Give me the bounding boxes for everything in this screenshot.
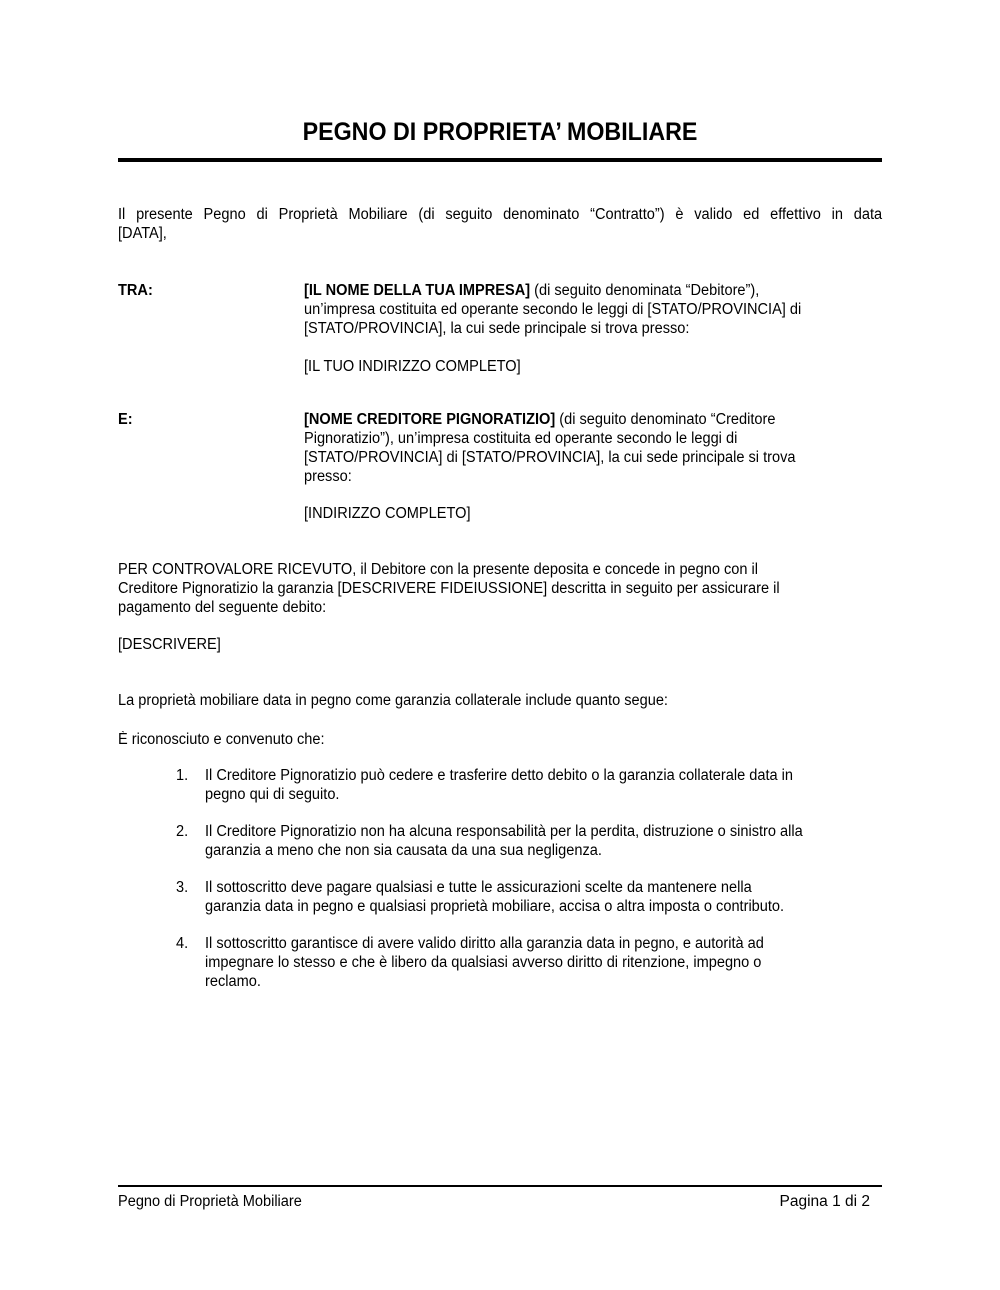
- document-title: PEGNO DI PROPRIETA’ MOBILIARE: [302, 118, 698, 146]
- intro-line-2: [DATA],: [118, 225, 167, 242]
- list-item: [176, 878, 882, 916]
- list-item-text: [205, 822, 841, 860]
- party-creditor-line-4: presso:: [304, 468, 352, 485]
- intro-paragraph: [118, 205, 882, 243]
- intro-word: presente: [136, 206, 193, 223]
- intro-word: in: [831, 206, 844, 223]
- intro-word: Proprietà: [278, 206, 338, 223]
- list-item: [176, 766, 882, 804]
- intro-word: Pegno: [203, 206, 246, 223]
- intro-word: Mobiliare: [348, 206, 408, 223]
- list-item-line: garanzia a meno che non sia causata da una sua negligenza.: [205, 842, 602, 859]
- intro-word: ed: [743, 206, 760, 223]
- creditor-address-placeholder: [INDIRIZZO COMPLETO]: [304, 505, 471, 522]
- list-item: [176, 934, 882, 991]
- consideration-paragraph: [118, 560, 882, 617]
- intro-word: è: [675, 206, 684, 223]
- list-item-number: 1.: [176, 767, 189, 784]
- list-item-line: Il Creditore Pignoratizio non ha alcuna responsabilità per la perdita, distruzione o sinistro alla: [205, 823, 803, 840]
- list-item-number: 3.: [176, 879, 189, 896]
- party-label-tra: TRA:: [118, 282, 153, 299]
- list-item-line: Il Creditore Pignoratizio può cedere e trasferire detto debito o la garanzia collaterale data in: [205, 767, 794, 784]
- list-item-line: reclamo.: [205, 973, 261, 990]
- party-debtor-line-2: un’impresa costituita ed operante secondo le leggi di [STATO/PROVINCIA] di: [304, 301, 802, 318]
- intro-word: Il: [118, 206, 126, 223]
- list-item-text: [205, 766, 831, 804]
- list-item: [176, 822, 882, 860]
- terms-list: [176, 766, 882, 1009]
- list-item-line: Il sottoscritto garantisce di avere valido diritto alla garanzia data in pegno, e autorità ad: [205, 935, 764, 952]
- intro-word: “Contratto”): [590, 206, 665, 223]
- party-creditor-body: [304, 410, 884, 523]
- party-debtor-line-1: [IL NOME DELLA TUA IMPRESA] (di seguito denominata “Debitore”),: [304, 282, 760, 299]
- party-debtor-body: [304, 281, 884, 376]
- party-creditor-line-1: [NOME CREDITORE PIGNORATIZIO] (di seguito denominato “Creditore: [304, 411, 776, 428]
- footer-page-number: Pagina 1 di 2: [779, 1193, 870, 1210]
- intro-word: (di: [418, 206, 435, 223]
- party-debtor-line-3: [STATO/PROVINCIA], la cui sede principale si trova presso:: [304, 320, 690, 337]
- list-item-line: impegnare lo stesso e che è libero da qualsiasi avverso diritto di ritenzione, impegno o: [205, 954, 762, 971]
- intro-word: effettivo: [770, 206, 821, 223]
- list-item-line: Il sottoscritto deve pagare qualsiasi e tutte le assicurazioni scelte da mantenere nella: [205, 879, 752, 896]
- intro-word: data: [853, 206, 883, 223]
- intro-word: seguito: [445, 206, 493, 223]
- list-item-text: [205, 878, 821, 916]
- intro-word: di: [256, 206, 268, 223]
- collateral-paragraph: La proprietà mobiliare data in pegno come garanzia collaterale include quanto segue:: [118, 692, 668, 709]
- intro-word: denominato: [503, 206, 580, 223]
- footer-document-name: Pegno di Proprietà Mobiliare: [118, 1193, 302, 1210]
- debtor-name-placeholder: [IL NOME DELLA TUA IMPRESA]: [304, 282, 531, 299]
- party-creditor-line-2: Pignoratizio”), un’impresa costituita ed operante secondo le leggi di: [304, 430, 738, 447]
- intro-line-1: [118, 205, 882, 224]
- list-item-line: pegno qui di seguito.: [205, 786, 340, 803]
- footer-divider: [118, 1185, 882, 1187]
- list-item-text: [205, 934, 800, 991]
- title-divider: [118, 158, 882, 162]
- creditor-name-placeholder: [NOME CREDITORE PIGNORATIZIO]: [304, 411, 556, 428]
- list-item-number: 4.: [176, 935, 189, 952]
- debt-description-placeholder: [DESCRIVERE]: [118, 636, 221, 653]
- intro-word: valido: [694, 206, 733, 223]
- list-item-line: garanzia data in pegno e qualsiasi proprietà mobiliare, accisa o altra imposta o contributo.: [205, 898, 785, 915]
- consideration-line-3: pagamento del seguente debito:: [118, 599, 327, 616]
- party-creditor-line-3: [STATO/PROVINCIA] di [STATO/PROVINCIA], la cui sede principale si trova: [304, 449, 796, 466]
- consideration-line-1: PER CONTROVALORE RICEVUTO, il Debitore con la presente deposita e concede in pegno con il: [118, 561, 759, 578]
- party-label-e: E:: [118, 411, 133, 428]
- acknowledged-paragraph: È riconosciuto e convenuto che:: [118, 731, 325, 748]
- debtor-address-placeholder: [IL TUO INDIRIZZO COMPLETO]: [304, 358, 521, 375]
- list-item-number: 2.: [176, 823, 189, 840]
- consideration-line-2: Creditore Pignoratizio la garanzia [DESCRIVERE FIDEIUSSIONE] descritta in seguito per assicurare il: [118, 580, 780, 597]
